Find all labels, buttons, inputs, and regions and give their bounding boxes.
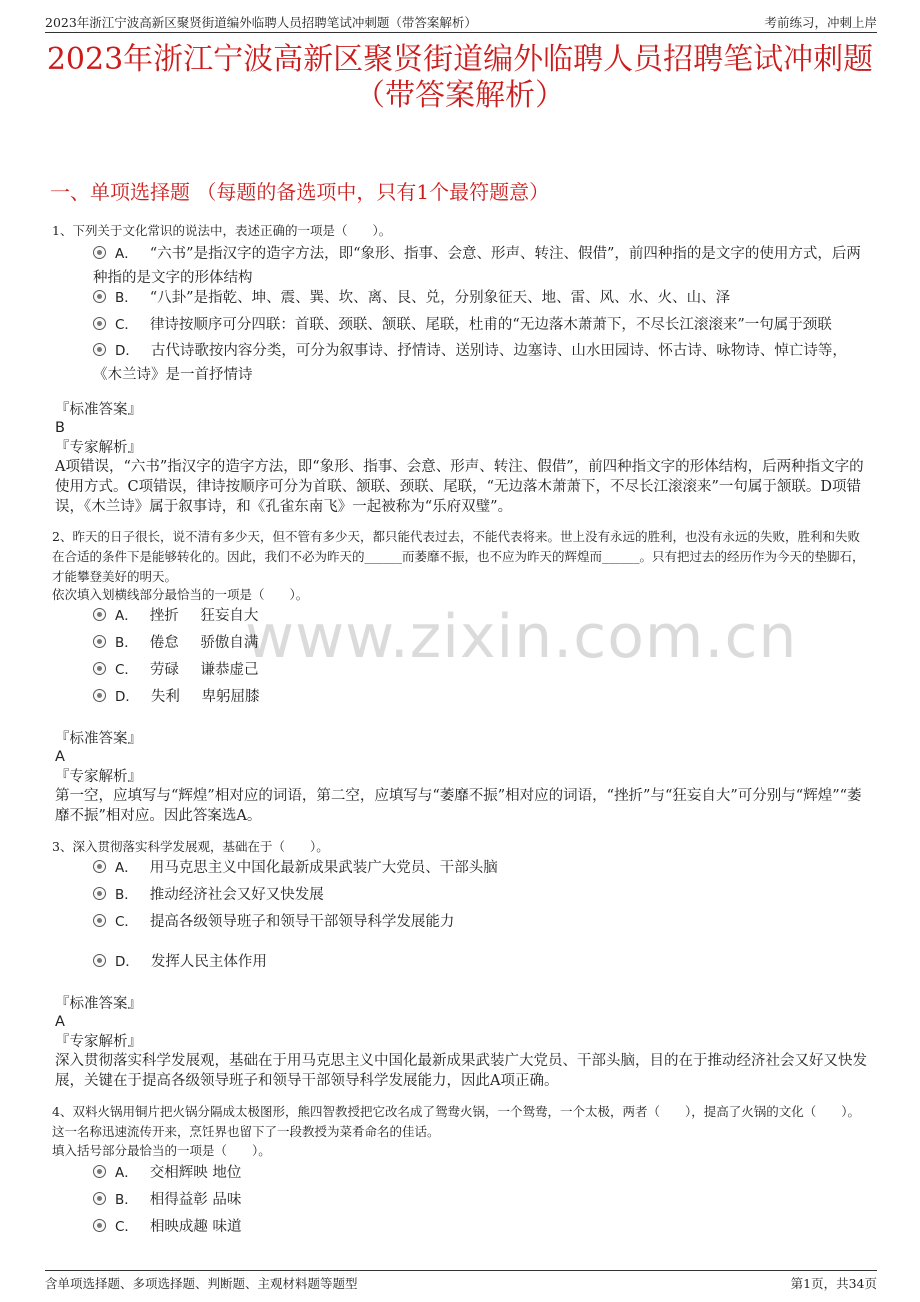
question-1-stem: 1、下列关于文化常识的说法中，表述正确的一项是（ ）。 xyxy=(52,223,392,238)
question-3-option-a[interactable] xyxy=(93,856,868,880)
question-4-stem: 4、双料火锅用铜片把火锅分隔成太极图形，熊四智教授把它改名成了鸳鸯火锅，一个鸳鸯，一个太极，两者（ ），提高了火锅的文化（ ）。这一名称迅速流传开来，烹饪界也留下了一段教授为菜肴命名的佳话。 xyxy=(52,1104,860,1139)
option-text: 古代诗歌按内容分类，可分为叙事诗、抒情诗、送别诗、边塞诗、山水田园诗、怀古诗、咏物诗、悼亡诗等，《木兰诗》是一首抒情诗 xyxy=(93,343,847,383)
header-doc-title: 2023年浙江宁波高新区聚贤街道编外临聘人员招聘笔试冲刺题（带答案解析） xyxy=(45,15,477,30)
question-1-option-b[interactable] xyxy=(93,286,868,310)
option-letter: D． xyxy=(115,343,139,359)
radio-button-icon[interactable] xyxy=(93,1219,106,1232)
document-title xyxy=(40,42,880,114)
watermark: www.zixin.com.cn xyxy=(245,602,798,672)
option-letter: A． xyxy=(115,860,138,876)
option-letter: C． xyxy=(115,662,138,678)
answer-value: B xyxy=(55,420,65,436)
analysis-label: 『专家解析』 xyxy=(55,1034,142,1050)
analysis-text: A项错误，“六书”指汉字的造字方法，即“象形、指事、会意、形声、转注、假借”，前四种指文字的形体结构，后两种指文字的使用方式。C项错误，律诗按顺序可分为首联、颔联、颈联、尾联，“无边落木萧萧下，不尽长江滚滚来”一句属于颔联。D项错误，《木兰诗》属于叙事诗，和《孔雀东南飞》一起被称为“乐府双璧”。 xyxy=(55,459,864,515)
radio-button-icon[interactable] xyxy=(93,317,106,330)
radio-button-icon[interactable] xyxy=(93,635,106,648)
analysis-text: 第一空，应填写与“辉煌”相对应的词语，第二空，应填写与“萎靡不振”相对应的词语，“挫折”与“狂妄自大”可分别与“辉煌”“萎靡不振”相对应。因此答案选A。 xyxy=(55,788,862,824)
question-3-option-d[interactable] xyxy=(93,950,868,974)
option-letter: A． xyxy=(115,246,138,262)
option-word-1: 倦怠 xyxy=(149,635,179,651)
radio-button-icon[interactable] xyxy=(93,1165,106,1178)
analysis-label: 『专家解析』 xyxy=(55,440,142,456)
radio-button-icon[interactable] xyxy=(93,954,106,967)
question-4-option-b[interactable] xyxy=(93,1188,868,1212)
analysis-text: 深入贯彻落实科学发展观，基础在于用马克思主义中国化最新成果武装广大党员、干部头脑，目的在于推动经济社会又好又快发展，关键在于提高各级领导班子和领导干部领导科学发展能力，因此A项正确。 xyxy=(55,1053,867,1089)
option-letter: A． xyxy=(115,1165,138,1181)
question-3-stem: 3、深入贯彻落实科学发展观，基础在于（ ）。 xyxy=(52,839,329,854)
question-3-option-c[interactable] xyxy=(93,910,868,934)
option-text: 推动经济社会又好又快发展 xyxy=(149,887,324,903)
option-word-2: 地位 xyxy=(212,1165,242,1181)
option-letter: B． xyxy=(115,1192,138,1208)
option-word-2: 卑躬屈膝 xyxy=(201,689,260,705)
option-letter: B． xyxy=(115,887,138,903)
question-1-option-a[interactable] xyxy=(93,242,868,290)
answer-label: 『标准答案』 xyxy=(55,996,142,1012)
option-word-2: 品味 xyxy=(212,1192,242,1208)
title-line-1: 2023年浙江宁波高新区聚贤街道编外临聘人员招聘笔试冲刺题 xyxy=(46,42,874,77)
question-4-option-c[interactable] xyxy=(93,1215,868,1239)
page-prefix: 第 xyxy=(790,1276,804,1291)
option-letter: B． xyxy=(115,290,138,306)
question-2-prompt: 依次填入划横线部分最恰当的一项是（ ）。 xyxy=(52,587,309,602)
page-suffix: 页 xyxy=(864,1276,877,1291)
page-footer xyxy=(45,1270,877,1295)
option-letter: B． xyxy=(115,635,138,651)
page-mid: 页，共 xyxy=(811,1276,849,1291)
radio-button-icon[interactable] xyxy=(93,290,106,303)
radio-button-icon[interactable] xyxy=(93,608,106,621)
option-word-1: 交相辉映 xyxy=(149,1165,208,1181)
answer-value: A xyxy=(55,749,65,765)
option-letter: D． xyxy=(115,954,139,970)
question-1-option-d[interactable] xyxy=(93,339,868,387)
question-2-option-c[interactable] xyxy=(93,658,868,682)
option-word-2: 味道 xyxy=(212,1219,242,1235)
answer-label: 『标准答案』 xyxy=(55,402,142,418)
question-2-option-b[interactable] xyxy=(93,631,868,655)
option-word-2: 骄傲自满 xyxy=(200,635,259,651)
option-word-1: 劳碌 xyxy=(149,662,179,678)
question-1-option-c[interactable] xyxy=(93,313,868,337)
answer-label: 『标准答案』 xyxy=(55,731,142,747)
option-letter: D． xyxy=(115,689,139,705)
option-word-2: 谦恭虚己 xyxy=(200,662,259,678)
header-slogan: 考前练习，冲刺上岸 xyxy=(764,15,877,30)
option-text: 提高各级领导班子和领导干部领导科学发展能力 xyxy=(149,914,455,930)
question-2-option-d[interactable] xyxy=(93,685,868,709)
page-total: 34 xyxy=(848,1276,865,1291)
radio-button-icon[interactable] xyxy=(93,860,106,873)
radio-button-icon[interactable] xyxy=(93,662,106,675)
option-letter: C． xyxy=(115,317,138,333)
radio-button-icon[interactable] xyxy=(93,1192,106,1205)
radio-button-icon[interactable] xyxy=(93,246,106,259)
option-text: 发挥人民主体作用 xyxy=(150,954,267,970)
question-3-option-b[interactable] xyxy=(93,883,868,907)
footer-question-types: 含单项选择题、多项选择题、判断题、主观材料题等题型 xyxy=(45,1276,358,1291)
option-word-1: 挫折 xyxy=(149,608,179,624)
radio-button-icon[interactable] xyxy=(93,914,106,927)
option-text: “六书”是指汉字的造字方法，即“象形、指事、会意、形声、转注、假借”，前四种指的是文字的使用方式，后两种指的是文字的形体结构 xyxy=(93,246,861,286)
question-4-option-a[interactable] xyxy=(93,1161,868,1185)
page-indicator xyxy=(791,1274,877,1292)
radio-button-icon[interactable] xyxy=(93,689,106,702)
answer-value: A xyxy=(55,1014,65,1030)
option-letter: C． xyxy=(115,914,138,930)
option-text: “八卦”是指乾、坤、震、巽、坎、离、艮、兑，分别象征天、地、雷、风、水、火、山、泽 xyxy=(149,290,731,306)
radio-button-icon[interactable] xyxy=(93,887,106,900)
option-text: 用马克思主义中国化最新成果武装广大党员、干部头脑 xyxy=(149,860,498,876)
radio-button-icon[interactable] xyxy=(93,343,106,356)
option-letter: A． xyxy=(115,608,138,624)
option-word-1: 相得益彰 xyxy=(149,1192,208,1208)
option-letter: C． xyxy=(115,1219,138,1235)
option-word-2: 狂妄自大 xyxy=(200,608,259,624)
title-line-2: （带答案解析） xyxy=(355,78,565,113)
section-heading: 一、单项选择题 （每题的备选项中，只有1个最符题意） xyxy=(50,180,550,204)
question-2-option-a[interactable] xyxy=(93,604,868,628)
option-text: 律诗按顺序可分四联：首联、颈联、颔联、尾联，杜甫的“无边落木萧萧下，不尽长江滚滚来”一句属于颈联 xyxy=(149,317,832,333)
page-header xyxy=(45,10,877,33)
question-4-prompt: 填入括号部分最恰当的一项是（ ）。 xyxy=(52,1143,271,1158)
option-word-1: 相映成趣 xyxy=(149,1219,208,1235)
analysis-label: 『专家解析』 xyxy=(55,769,142,785)
question-2-stem: 2、昨天的日子很长，说不清有多少天，但不管有多少天，都只能代表过去，不能代表将来。世上没有永远的胜利，也没有永远的失败，胜利和失败在合适的条件下是能够转化的。因此，我们不必为昨天的______而萎靡不振，也不应为昨天的辉煌而______。只有把过去的经历作为今天的垫脚石，才能攀登美好的明天。 xyxy=(52,529,865,584)
option-word-1: 失利 xyxy=(150,689,180,705)
page-number: 1 xyxy=(803,1276,812,1291)
